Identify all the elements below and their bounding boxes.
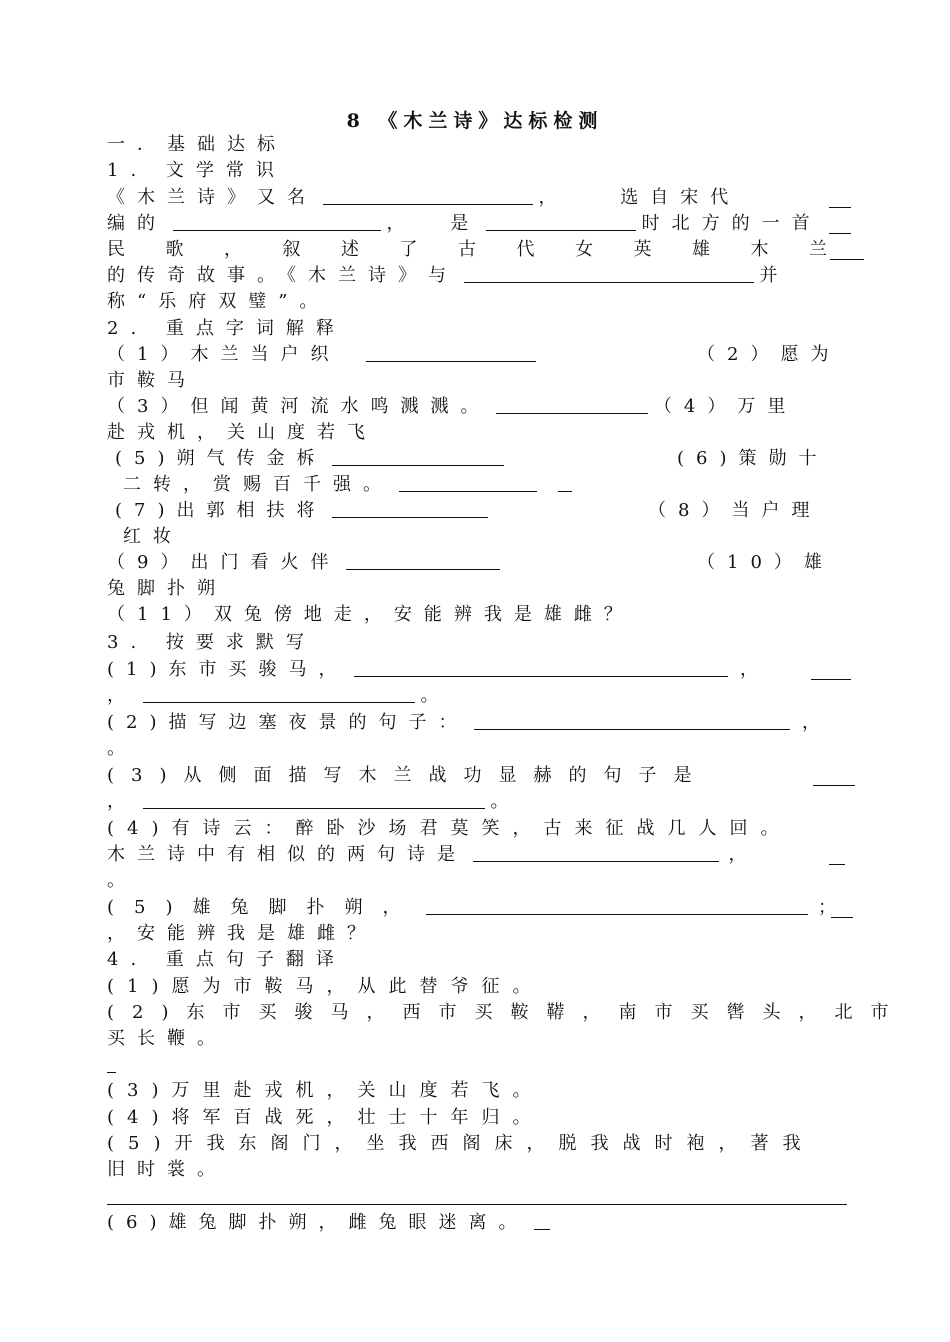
trans-row-4: (4)将军百战死，壮士十年归。 <box>107 1107 544 1128</box>
vocab-item: (7)出郭相扶将 <box>115 500 327 521</box>
answer-blank[interactable] <box>107 1054 116 1073</box>
lit-text: 的传奇故事。《木兰诗》与 <box>107 265 458 286</box>
answer-line[interactable] <box>107 1204 847 1205</box>
answer-blank[interactable] <box>486 212 636 231</box>
dict-row-4b <box>107 842 857 868</box>
char: 述 <box>341 239 359 260</box>
vocab-row-2: 市鞍马 <box>107 370 197 391</box>
lit-line-2 <box>107 211 857 237</box>
char: 木 <box>750 239 769 260</box>
dict-row-1b <box>107 683 857 709</box>
vocab-row-1 <box>107 342 857 368</box>
lit-line-4 <box>107 263 857 289</box>
lit-line-3 <box>107 237 827 263</box>
vocab-item: （2）愿为 <box>697 344 841 365</box>
lit-text-1: 《木兰诗》又名 <box>107 187 317 208</box>
heading-translation: 4. 重点句子翻译 <box>107 949 346 970</box>
punct: 。 <box>420 685 439 706</box>
char: 雄 <box>692 239 710 260</box>
vocab-item: 二转，赏赐百千强。 <box>123 474 393 495</box>
answer-blank[interactable] <box>366 343 536 362</box>
answer-blank[interactable] <box>813 767 855 786</box>
vocab-item: (6)策勋十 <box>677 448 829 469</box>
answer-blank[interactable] <box>399 473 537 492</box>
trans-row-1: (1)愿为市鞍马，从此替爷征。 <box>107 976 544 997</box>
punct: ， <box>801 712 820 733</box>
vocab-item: （9）出门看火伴 <box>107 552 341 573</box>
answer-blank[interactable] <box>829 846 845 865</box>
answer-blank[interactable] <box>829 189 851 208</box>
answer-blank[interactable] <box>332 447 504 466</box>
trans-row-3: (3)万里赴戎机，关山度若飞。 <box>107 1080 544 1101</box>
lit-line-1 <box>107 185 857 211</box>
answer-blank[interactable] <box>558 473 572 492</box>
punct: ， <box>538 187 557 208</box>
vocab-row-11: （11）双兔傍地走，安能辨我是雄雌？ <box>107 604 634 625</box>
vocab-row-10: 兔脚扑朔 <box>107 578 227 599</box>
answer-blank[interactable] <box>346 551 500 570</box>
lit-text-2: 选自宋代 <box>620 187 741 208</box>
dict-row-1 <box>107 657 857 683</box>
vocab-row-8: 红妆 <box>123 526 183 547</box>
dict-row-5b: ，安能辨我是雄雌？ <box>107 923 377 944</box>
lit-text: 时北方的一首 <box>641 213 822 234</box>
dict-row-3 <box>107 763 857 789</box>
answer-blank[interactable] <box>473 843 719 862</box>
trans-row-6 <box>107 1210 857 1236</box>
vocab-item: （10）雄 <box>697 552 834 573</box>
punct: ， <box>107 685 125 706</box>
answer-blank[interactable] <box>830 241 864 260</box>
section-basic: 一．基础达标 <box>107 134 287 155</box>
punct: ； <box>817 897 836 918</box>
vocab-row-4: 赴戎机，关山度若飞 <box>107 422 377 443</box>
vocab-row-9 <box>107 550 857 576</box>
vocab-item: （8）当户理 <box>648 500 822 521</box>
dict-item: (5)雄兔脚扑朔， <box>107 897 421 918</box>
dict-row-4 <box>107 816 857 842</box>
answer-blank[interactable] <box>173 212 381 231</box>
answer-blank[interactable] <box>534 1211 550 1230</box>
lit-text: 并 <box>759 265 778 286</box>
trans-row-2b: 买长鞭。 <box>107 1028 227 1049</box>
dict-item: (1)东市买骏马， <box>107 659 349 680</box>
punct: ， <box>386 213 405 234</box>
char: 民 <box>107 239 125 260</box>
answer-blank[interactable] <box>829 215 851 234</box>
lit-line-5: 称“乐府双璧”。 <box>107 291 330 312</box>
char: 兰 <box>809 239 827 260</box>
trans-item: (6)雄兔脚扑朔，雌兔眼迷离。 <box>107 1212 529 1233</box>
heading-literature: 1. 文学常识 <box>107 160 286 181</box>
punct: 。 <box>490 791 509 812</box>
answer-blank[interactable] <box>496 395 648 414</box>
char: 叙 <box>282 239 301 260</box>
answer-blank[interactable] <box>464 264 754 283</box>
vocab-item: （4）万里 <box>653 396 798 417</box>
dict-item: (4)有诗云：醉卧沙场君莫笑，古来征战几人回。 <box>107 818 792 839</box>
answer-blank[interactable] <box>831 899 853 918</box>
vocab-item: （3）但闻黄河流水鸣溅溅。 <box>107 396 491 417</box>
dict-row-3b <box>107 789 857 815</box>
answer-blank[interactable] <box>143 790 485 809</box>
page-title: 8 《木兰诗》达标检测 <box>346 110 604 132</box>
trans-row-2: (2)东市买骏马，西市买鞍鞯，南市买辔头，北市 <box>107 1002 907 1023</box>
vocab-row-3 <box>107 394 857 420</box>
answer-blank[interactable] <box>332 499 488 518</box>
punct: ， <box>728 844 747 865</box>
punct: ， <box>739 659 758 680</box>
answer-blank[interactable] <box>474 711 790 730</box>
dict-row-5 <box>107 895 857 921</box>
answer-blank[interactable] <box>323 186 533 205</box>
dict-item: 木兰诗中有相似的两句诗是 <box>107 844 467 865</box>
char: 英 <box>633 239 652 260</box>
char: 了 <box>399 239 418 260</box>
vocab-item: (5)朔气传金柝 <box>115 448 327 469</box>
dict-row-2 <box>107 710 857 736</box>
dict-row-2b: 。 <box>107 738 125 759</box>
dict-row-4c: 。 <box>107 870 125 891</box>
heading-vocab: 2. 重点字词解释 <box>107 318 346 339</box>
trans-row-5: (5)开我东阁门，坐我西阁床，脱我战时袍，著我 <box>107 1133 815 1154</box>
punct: ， <box>107 791 125 812</box>
char: ， <box>224 239 242 260</box>
char: 代 <box>516 239 535 260</box>
char: 歌 <box>165 239 184 260</box>
char: 女 <box>575 239 593 260</box>
lit-text: 是 <box>450 213 481 234</box>
heading-dictation: 3. 按要求默写 <box>107 632 316 653</box>
lit-text: 编的 <box>107 213 167 234</box>
answer-blank[interactable] <box>811 661 851 680</box>
trans-row-5b: 旧时裳。 <box>107 1159 227 1180</box>
char: 古 <box>458 239 476 260</box>
vocab-row-7 <box>115 498 865 524</box>
vocab-row-6 <box>123 472 873 498</box>
vocab-row-5 <box>115 446 865 472</box>
answer-blank[interactable] <box>426 896 808 915</box>
dict-item: (2)描写边塞夜景的句子： <box>107 712 469 733</box>
answer-blank[interactable] <box>143 684 415 703</box>
answer-blank[interactable] <box>354 658 728 677</box>
vocab-item: （1）木兰当户织 <box>107 344 341 365</box>
dict-item: (3)从侧面描写木兰战功显赫的句子是 <box>107 765 709 786</box>
